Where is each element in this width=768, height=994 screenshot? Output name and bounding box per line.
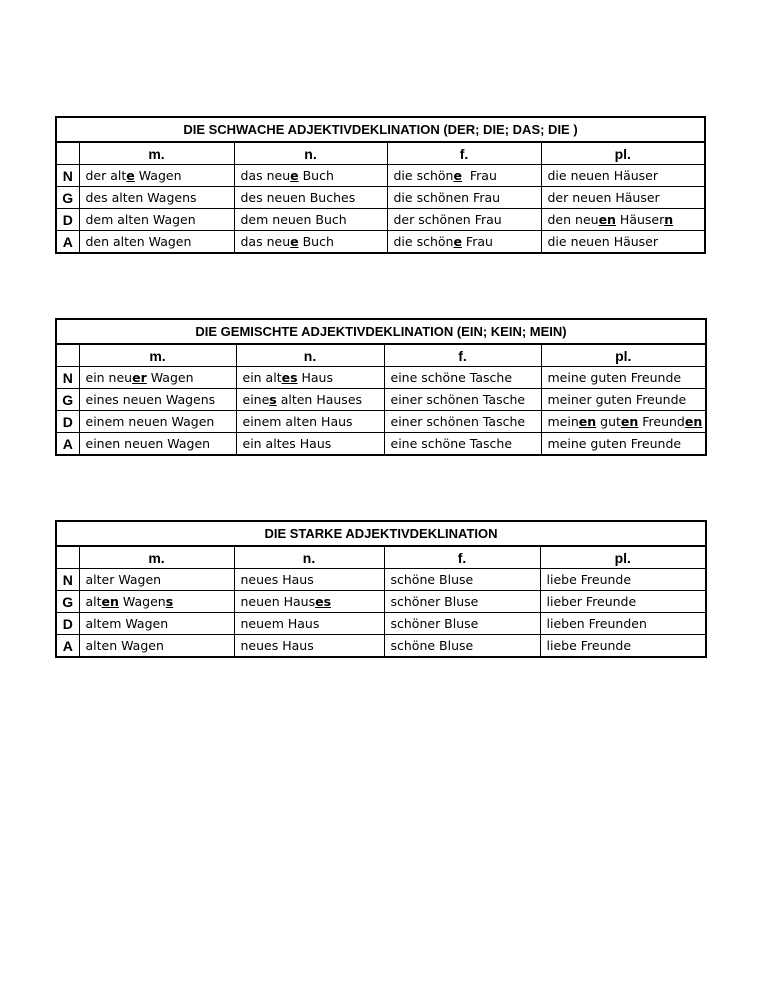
cell-feminine: schöne Bluse [384, 635, 540, 658]
case-label: A [56, 231, 79, 254]
case-label: G [56, 591, 79, 613]
ending-highlight: en [620, 414, 639, 429]
table-row [56, 591, 706, 613]
cell-feminine: eine schöne Tasche [384, 433, 541, 456]
cell-neuter: neues Haus [234, 569, 384, 591]
cell-plural: meine guten Freunde [541, 433, 706, 456]
cell-masculine: des alten Wagens [79, 187, 234, 209]
cell-masculine: altem Wagen [79, 613, 234, 635]
cell-masculine: einen neuen Wagen [79, 433, 236, 456]
header-masculine: m. [79, 546, 234, 569]
weak-declension-table [55, 116, 706, 254]
header-row [56, 142, 705, 165]
cell-neuter: dem neuen Buch [234, 209, 387, 231]
case-label: D [56, 209, 79, 231]
case-label: N [56, 367, 79, 389]
table-row [56, 367, 706, 389]
cell-neuter: des neuen Buches [234, 187, 387, 209]
cell-feminine: die schöne Frau [387, 231, 541, 254]
cell-neuter: das neue Buch [234, 231, 387, 254]
ending-highlight: en [684, 414, 703, 429]
table-row [56, 411, 706, 433]
cell-plural: liebe Freunde [540, 569, 706, 591]
case-label: A [56, 635, 79, 658]
cell-neuter: neues Haus [234, 635, 384, 658]
cell-feminine: die schönen Frau [387, 187, 541, 209]
cell-plural: die neuen Häuser [541, 165, 705, 187]
strong-declension-table [55, 520, 707, 658]
header-feminine: f. [384, 546, 540, 569]
ending-highlight: en [101, 594, 119, 609]
ending-highlight: s [165, 594, 174, 609]
cell-masculine: den alten Wagen [79, 231, 234, 254]
header-blank [56, 546, 79, 569]
cell-plural: den neuen Häusern [541, 209, 705, 231]
ending-highlight: e [453, 168, 462, 183]
cell-feminine: der schönen Frau [387, 209, 541, 231]
cell-masculine: alter Wagen [79, 569, 234, 591]
header-plural: pl. [541, 344, 706, 367]
cell-plural: meinen guten Freunden [541, 411, 706, 433]
case-label: N [56, 165, 79, 187]
case-label: D [56, 411, 79, 433]
table-row [56, 389, 706, 411]
ending-highlight: e [453, 234, 462, 249]
header-neuter: n. [234, 546, 384, 569]
cell-neuter: einem alten Haus [236, 411, 384, 433]
ending-highlight: s [269, 392, 277, 407]
header-row [56, 344, 706, 367]
table-title: DIE STARKE ADJEKTIVDEKLINATION [56, 521, 706, 546]
case-label: G [56, 389, 79, 411]
table-row [56, 433, 706, 456]
cell-neuter: das neue Buch [234, 165, 387, 187]
table-row [56, 613, 706, 635]
cell-masculine: der alte Wagen [79, 165, 234, 187]
cell-masculine: alten Wagen [79, 635, 234, 658]
header-row [56, 546, 706, 569]
cell-feminine: schöner Bluse [384, 613, 540, 635]
cell-masculine: dem alten Wagen [79, 209, 234, 231]
header-blank [56, 142, 79, 165]
header-masculine: m. [79, 142, 234, 165]
cell-plural: liebe Freunde [540, 635, 706, 658]
cell-plural: lieber Freunde [540, 591, 706, 613]
cell-masculine: alten Wagens [79, 591, 234, 613]
cell-masculine: ein neuer Wagen [79, 367, 236, 389]
ending-highlight: es [315, 594, 332, 609]
cell-neuter: neuem Haus [234, 613, 384, 635]
case-label: D [56, 613, 79, 635]
cell-feminine: die schöne Frau [387, 165, 541, 187]
cell-plural: meiner guten Freunde [541, 389, 706, 411]
cell-masculine: einem neuen Wagen [79, 411, 236, 433]
cell-neuter: eines alten Hauses [236, 389, 384, 411]
ending-highlight: en [598, 212, 616, 227]
ending-highlight: en [578, 414, 597, 429]
cell-neuter: ein altes Haus [236, 433, 384, 456]
table-row [56, 187, 705, 209]
table-row [56, 165, 705, 187]
table-row [56, 635, 706, 658]
ending-highlight: e [290, 168, 299, 183]
cell-feminine: einer schönen Tasche [384, 389, 541, 411]
case-label: G [56, 187, 79, 209]
ending-highlight: es [281, 370, 298, 385]
cell-plural: meine guten Freunde [541, 367, 706, 389]
header-neuter: n. [234, 142, 387, 165]
case-label: A [56, 433, 79, 456]
header-neuter: n. [236, 344, 384, 367]
table-title: DIE GEMISCHTE ADJEKTIVDEKLINATION (EIN; KEIN; MEIN) [56, 319, 706, 344]
cell-plural: die neuen Häuser [541, 231, 705, 254]
cell-neuter: ein altes Haus [236, 367, 384, 389]
mixed-declension-table [55, 318, 707, 456]
header-feminine: f. [384, 344, 541, 367]
table-row [56, 569, 706, 591]
cell-feminine: schöne Bluse [384, 569, 540, 591]
cell-plural: lieben Freunden [540, 613, 706, 635]
case-label: N [56, 569, 79, 591]
ending-highlight: e [290, 234, 299, 249]
cell-masculine: eines neuen Wagens [79, 389, 236, 411]
table-row [56, 209, 705, 231]
cell-neuter: neuen Hauses [234, 591, 384, 613]
cell-feminine: einer schönen Tasche [384, 411, 541, 433]
cell-feminine: schöner Bluse [384, 591, 540, 613]
ending-highlight: e [126, 168, 135, 183]
header-plural: pl. [540, 546, 706, 569]
table-row [56, 231, 705, 254]
ending-highlight: n [664, 212, 674, 227]
table-title: DIE SCHWACHE ADJEKTIVDEKLINATION (DER; DIE; DAS; DIE ) [56, 117, 705, 142]
cell-feminine: eine schöne Tasche [384, 367, 541, 389]
header-feminine: f. [387, 142, 541, 165]
cell-plural: der neuen Häuser [541, 187, 705, 209]
ending-highlight: er [132, 370, 147, 385]
header-masculine: m. [79, 344, 236, 367]
header-blank [56, 344, 79, 367]
header-plural: pl. [541, 142, 705, 165]
